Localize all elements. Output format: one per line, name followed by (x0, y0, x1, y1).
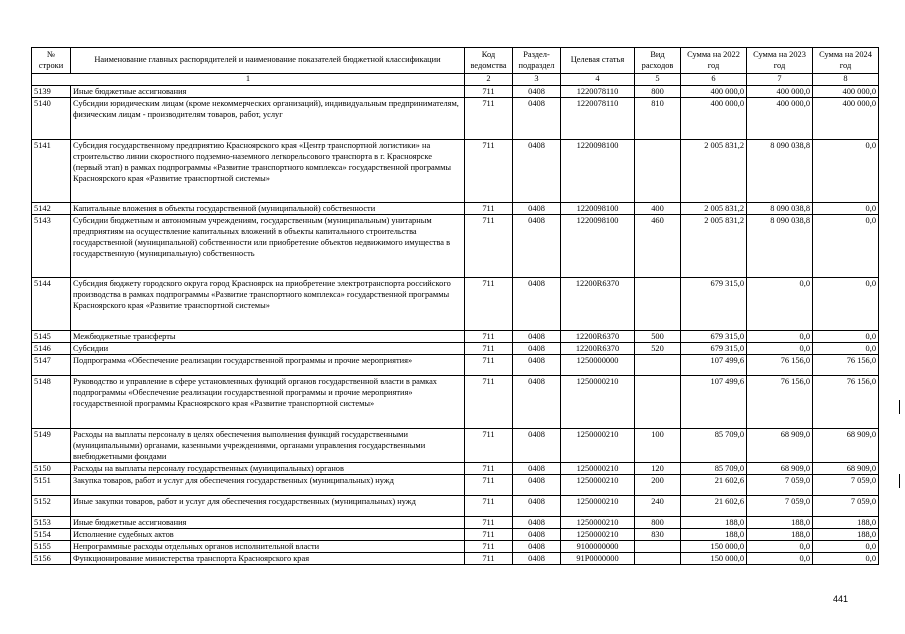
row-sum-2024: 400 000,0 (813, 85, 879, 97)
row-sum-2024: 400 000,0 (813, 97, 879, 139)
row-target-code: 1250000210 (561, 495, 635, 516)
row-section-code: 0408 (513, 375, 561, 428)
row-expense-type: 240 (635, 495, 681, 516)
row-number: 5145 (32, 330, 71, 342)
row-section-code: 0408 (513, 85, 561, 97)
column-number: 5 (635, 74, 681, 86)
row-sum-2022: 21 602,6 (681, 474, 747, 495)
row-sum-2024: 7 059,0 (813, 495, 879, 516)
row-sum-2023: 400 000,0 (747, 97, 813, 139)
table-row (32, 202, 879, 214)
row-name: Исполнение судебных актов (71, 528, 465, 540)
row-sum-2023: 68 909,0 (747, 462, 813, 474)
row-expense-type (635, 354, 681, 375)
row-section-code: 0408 (513, 540, 561, 552)
row-sum-2022: 400 000,0 (681, 97, 747, 139)
column-number-row (32, 74, 879, 86)
row-number: 5147 (32, 354, 71, 375)
row-name: Расходы на выплаты персоналу в целях обеспечения выполнения функций государственными (муниципальными) органами, казенными учреждениями, органами управления государственными внебюджетными фондами (71, 428, 465, 462)
row-target-code: 1250000210 (561, 462, 635, 474)
row-sum-2024: 0,0 (813, 202, 879, 214)
row-dept-code: 711 (465, 330, 513, 342)
row-sum-2022: 150 000,0 (681, 540, 747, 552)
row-expense-type: 830 (635, 528, 681, 540)
row-expense-type: 520 (635, 342, 681, 354)
row-number: 5141 (32, 139, 71, 202)
column-number: 8 (813, 74, 879, 86)
row-expense-type (635, 375, 681, 428)
margin-mark (899, 400, 900, 414)
row-name: Субсидия государственному предприятию Красноярского края «Центр транспортной логистики» на строительство линии скоростного подземно-наземного легкорельсового транспорта в г. Красноярске (первый этап) в рамках подпрограммы «Развитие транспортного комплекса» государственной программы Красноярского края «Развитие транспортной системы» (71, 139, 465, 202)
row-sum-2024: 0,0 (813, 342, 879, 354)
row-dept-code: 711 (465, 97, 513, 139)
row-sum-2022: 679 315,0 (681, 277, 747, 330)
row-dept-code: 711 (465, 375, 513, 428)
table-row (32, 540, 879, 552)
row-sum-2023: 0,0 (747, 552, 813, 564)
row-target-code: 1250000210 (561, 375, 635, 428)
row-target-code: 1220078110 (561, 97, 635, 139)
row-number: 5143 (32, 214, 71, 277)
row-target-code: 1250000210 (561, 528, 635, 540)
row-number: 5150 (32, 462, 71, 474)
table-row (32, 85, 879, 97)
row-section-code: 0408 (513, 202, 561, 214)
row-section-code: 0408 (513, 97, 561, 139)
header-sum-2022: Сумма на 2022 год (681, 48, 747, 74)
table-row (32, 277, 879, 330)
header-exp-type: Вид расходов (635, 48, 681, 74)
row-expense-type (635, 277, 681, 330)
row-sum-2022: 85 709,0 (681, 428, 747, 462)
row-name: Подпрограмма «Обеспечение реализации государственной программы и прочие мероприятия» (71, 354, 465, 375)
row-name: Субсидии бюджетным и автономным учреждениям, государственным (муниципальным) унитарным предприятиям на осуществление капитальных вложений в объекты капитального строительства государственной (муниципальной) собственности или приобретение объектов недвижимого имущества в государственную (муниципальную) собственность (71, 214, 465, 277)
row-dept-code: 711 (465, 202, 513, 214)
row-sum-2024: 68 909,0 (813, 462, 879, 474)
row-expense-type: 120 (635, 462, 681, 474)
row-expense-type (635, 552, 681, 564)
row-expense-type: 400 (635, 202, 681, 214)
row-section-code: 0408 (513, 552, 561, 564)
row-sum-2023: 8 090 038,8 (747, 214, 813, 277)
column-number: 4 (561, 74, 635, 86)
row-sum-2023: 7 059,0 (747, 474, 813, 495)
row-section-code: 0408 (513, 462, 561, 474)
row-name: Субсидия бюджету городского округа город Красноярск на приобретение электротранспорта российского производства в рамках подпрограммы «Развитие транспортного комплекса» государственной программы Красноярского края «Развитие транспортной системы» (71, 277, 465, 330)
row-dept-code: 711 (465, 214, 513, 277)
row-sum-2022: 679 315,0 (681, 342, 747, 354)
row-name: Руководство и управление в сфере установленных функций органов государственной власти в рамках подпрограммы «Обеспечение реализации государственной программы и прочие мероприятия» государственной программы Красноярского края «Развитие транспортной системы» (71, 375, 465, 428)
row-number: 5148 (32, 375, 71, 428)
row-target-code: 12200R6370 (561, 342, 635, 354)
row-dept-code: 711 (465, 528, 513, 540)
row-sum-2022: 2 005 831,2 (681, 202, 747, 214)
row-target-code: 1220098100 (561, 139, 635, 202)
row-sum-2023: 400 000,0 (747, 85, 813, 97)
header-sum-2024: Сумма на 2024 год (813, 48, 879, 74)
row-name: Иные бюджетные ассигнования (71, 85, 465, 97)
row-name: Межбюджетные трансферты (71, 330, 465, 342)
row-name: Субсидии (71, 342, 465, 354)
row-section-code: 0408 (513, 474, 561, 495)
row-name: Иные закупки товаров, работ и услуг для обеспечения государственных (муниципальных) нужд (71, 495, 465, 516)
row-dept-code: 711 (465, 277, 513, 330)
table-row (32, 139, 879, 202)
row-sum-2024: 76 156,0 (813, 354, 879, 375)
row-sum-2022: 400 000,0 (681, 85, 747, 97)
row-section-code: 0408 (513, 495, 561, 516)
row-sum-2024: 0,0 (813, 540, 879, 552)
row-target-code: 1250000210 (561, 516, 635, 528)
row-name: Закупка товаров, работ и услуг для обеспечения государственных (муниципальных) нужд (71, 474, 465, 495)
row-target-code: 1250000000 (561, 354, 635, 375)
row-number: 5156 (32, 552, 71, 564)
row-sum-2022: 2 005 831,2 (681, 139, 747, 202)
row-sum-2023: 188,0 (747, 516, 813, 528)
row-dept-code: 711 (465, 474, 513, 495)
row-sum-2023: 188,0 (747, 528, 813, 540)
header-target: Целевая статья (561, 48, 635, 74)
row-number: 5151 (32, 474, 71, 495)
header-section: Раздел-подраздел (513, 48, 561, 74)
row-sum-2022: 21 602,6 (681, 495, 747, 516)
row-section-code: 0408 (513, 354, 561, 375)
column-number: 3 (513, 74, 561, 86)
row-number: 5155 (32, 540, 71, 552)
table-header (32, 48, 879, 86)
row-section-code: 0408 (513, 516, 561, 528)
row-section-code: 0408 (513, 139, 561, 202)
row-sum-2024: 0,0 (813, 277, 879, 330)
row-number: 5142 (32, 202, 71, 214)
row-number: 5153 (32, 516, 71, 528)
row-sum-2022: 679 315,0 (681, 330, 747, 342)
budget-table (31, 47, 879, 565)
row-sum-2024: 188,0 (813, 528, 879, 540)
header-row-no: № строки (32, 48, 71, 74)
row-sum-2022: 85 709,0 (681, 462, 747, 474)
table-row (32, 495, 879, 516)
row-target-code: 9100000000 (561, 540, 635, 552)
row-expense-type: 800 (635, 516, 681, 528)
row-name: Непрограммные расходы отдельных органов исполнительной власти (71, 540, 465, 552)
row-dept-code: 711 (465, 342, 513, 354)
row-sum-2023: 68 909,0 (747, 428, 813, 462)
row-expense-type: 800 (635, 85, 681, 97)
row-name: Субсидии юридическим лицам (кроме некоммерческих организаций), индивидуальным предпринимателям, физическим лицам - производителям товаров, работ, услуг (71, 97, 465, 139)
row-number: 5144 (32, 277, 71, 330)
row-number: 5154 (32, 528, 71, 540)
row-section-code: 0408 (513, 342, 561, 354)
row-sum-2023: 0,0 (747, 342, 813, 354)
row-sum-2023: 7 059,0 (747, 495, 813, 516)
row-target-code: 1220098100 (561, 202, 635, 214)
row-target-code: 1220078110 (561, 85, 635, 97)
row-sum-2023: 76 156,0 (747, 375, 813, 428)
column-number: 2 (465, 74, 513, 86)
row-sum-2023: 76 156,0 (747, 354, 813, 375)
row-dept-code: 711 (465, 516, 513, 528)
row-sum-2024: 0,0 (813, 330, 879, 342)
row-expense-type: 100 (635, 428, 681, 462)
table-row (32, 214, 879, 277)
row-dept-code: 711 (465, 495, 513, 516)
table-row (32, 552, 879, 564)
row-number: 5152 (32, 495, 71, 516)
row-sum-2023: 0,0 (747, 540, 813, 552)
row-expense-type: 200 (635, 474, 681, 495)
table-row (32, 342, 879, 354)
row-number: 5146 (32, 342, 71, 354)
row-expense-type (635, 139, 681, 202)
row-sum-2024: 188,0 (813, 516, 879, 528)
row-number: 5149 (32, 428, 71, 462)
row-sum-2022: 188,0 (681, 528, 747, 540)
row-section-code: 0408 (513, 428, 561, 462)
table-row (32, 354, 879, 375)
row-section-code: 0408 (513, 330, 561, 342)
table-row (32, 330, 879, 342)
table-row (32, 528, 879, 540)
row-number: 5140 (32, 97, 71, 139)
table-row (32, 516, 879, 528)
header-sum-2023: Сумма на 2023 год (747, 48, 813, 74)
row-sum-2023: 0,0 (747, 277, 813, 330)
row-expense-type: 500 (635, 330, 681, 342)
column-number: 1 (32, 74, 465, 86)
row-expense-type: 810 (635, 97, 681, 139)
column-number: 6 (681, 74, 747, 86)
row-name: Расходы на выплаты персоналу государственных (муниципальных) органов (71, 462, 465, 474)
row-name: Капитальные вложения в объекты государственной (муниципальной) собственности (71, 202, 465, 214)
row-sum-2022: 2 005 831,2 (681, 214, 747, 277)
row-expense-type: 460 (635, 214, 681, 277)
row-section-code: 0408 (513, 214, 561, 277)
row-sum-2023: 8 090 038,8 (747, 139, 813, 202)
table-row (32, 428, 879, 462)
row-target-code: 91P0000000 (561, 552, 635, 564)
row-target-code: 1250000210 (561, 474, 635, 495)
row-target-code: 12200R6370 (561, 330, 635, 342)
row-dept-code: 711 (465, 552, 513, 564)
row-sum-2024: 0,0 (813, 214, 879, 277)
table-row (32, 97, 879, 139)
row-sum-2022: 188,0 (681, 516, 747, 528)
row-target-code: 12200R6370 (561, 277, 635, 330)
row-name: Иные бюджетные ассигнования (71, 516, 465, 528)
row-dept-code: 711 (465, 354, 513, 375)
page-number: 441 (833, 594, 849, 604)
row-sum-2022: 150 000,0 (681, 552, 747, 564)
row-sum-2024: 68 909,0 (813, 428, 879, 462)
row-sum-2024: 7 059,0 (813, 474, 879, 495)
margin-mark (899, 474, 900, 488)
row-dept-code: 711 (465, 139, 513, 202)
table-row (32, 462, 879, 474)
row-number: 5139 (32, 85, 71, 97)
row-target-code: 1220098100 (561, 214, 635, 277)
table-body (32, 85, 879, 564)
header-name: Наименование главных распорядителей и наименование показателей бюджетной классификации (71, 48, 465, 74)
row-sum-2022: 107 499,6 (681, 375, 747, 428)
row-section-code: 0408 (513, 528, 561, 540)
header-dept: Код ведомства (465, 48, 513, 74)
row-dept-code: 711 (465, 85, 513, 97)
row-sum-2022: 107 499,6 (681, 354, 747, 375)
row-section-code: 0408 (513, 277, 561, 330)
row-sum-2024: 0,0 (813, 552, 879, 564)
row-sum-2023: 0,0 (747, 330, 813, 342)
table-row (32, 474, 879, 495)
row-dept-code: 711 (465, 462, 513, 474)
row-sum-2023: 8 090 038,8 (747, 202, 813, 214)
row-name: Функционирование министерства транспорта Красноярского края (71, 552, 465, 564)
row-sum-2024: 0,0 (813, 139, 879, 202)
row-expense-type (635, 540, 681, 552)
row-dept-code: 711 (465, 540, 513, 552)
row-target-code: 1250000210 (561, 428, 635, 462)
row-sum-2024: 76 156,0 (813, 375, 879, 428)
row-dept-code: 711 (465, 428, 513, 462)
column-number: 7 (747, 74, 813, 86)
table-row (32, 375, 879, 428)
